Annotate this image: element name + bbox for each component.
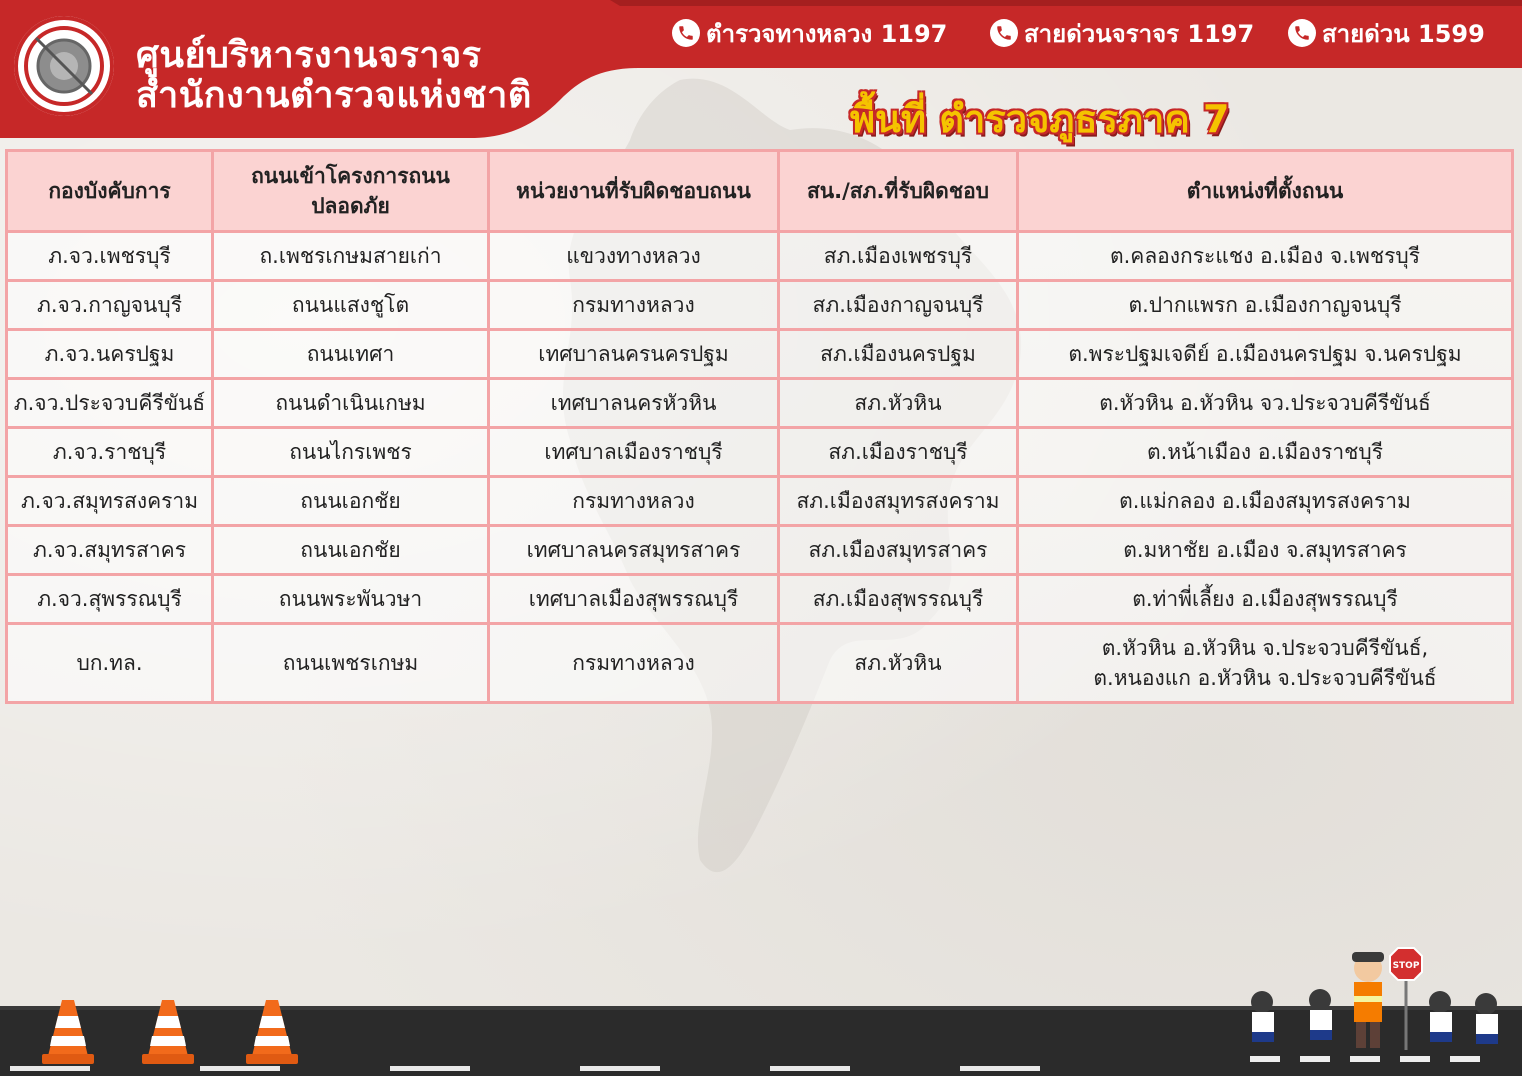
header-command: กองบังคับการ	[7, 151, 213, 232]
cell-location	[1018, 624, 1513, 703]
cell-road: ถ.เพชรเกษมสายเก่า	[213, 232, 489, 281]
cell-location: ต.หน้าเมือง อ.เมืองราชบุรี	[1018, 428, 1513, 477]
header-police-station: สน./สภ.ที่รับผิดชอบ	[779, 151, 1018, 232]
cell-road: ถนนดำเนินเกษม	[213, 379, 489, 428]
page-header	[0, 0, 1522, 140]
table-row	[7, 526, 1513, 575]
table-row	[7, 281, 1513, 330]
cell-station: สภ.เมืองสุพรรณบุรี	[779, 575, 1018, 624]
cell-road: ถนนไกรเพชร	[213, 428, 489, 477]
cell-agency: เทศบาลเมืองสุพรรณบุรี	[489, 575, 779, 624]
cell-location: ต.แม่กลอง อ.เมืองสมุทรสงคราม	[1018, 477, 1513, 526]
header-responsible-agency: หน่วยงานที่รับผิดชอบถนน	[489, 151, 779, 232]
cell-agency: เทศบาลนครนครปฐม	[489, 330, 779, 379]
cell-command: ภ.จว.สมุทรสงคราม	[7, 477, 213, 526]
cell-road: ถนนเทศา	[213, 330, 489, 379]
cell-agency: แขวงทางหลวง	[489, 232, 779, 281]
table-row	[7, 330, 1513, 379]
cell-location: ต.ท่าพี่เลี้ยง อ.เมืองสุพรรณบุรี	[1018, 575, 1513, 624]
cell-location: ต.คลองกระแชง อ.เมือง จ.เพชรบุรี	[1018, 232, 1513, 281]
hotline-highway-police	[672, 16, 947, 50]
table-row	[7, 232, 1513, 281]
cell-location: ต.ปากแพรก อ.เมืองกาญจนบุรี	[1018, 281, 1513, 330]
cell-command: ภ.จว.ราชบุรี	[7, 428, 213, 477]
cell-agency: กรมทางหลวง	[489, 624, 779, 703]
cell-command: ภ.จว.สมุทรสาคร	[7, 526, 213, 575]
traffic-cone-icon	[244, 998, 300, 1066]
table-row	[7, 379, 1513, 428]
road-lane-marking	[390, 1066, 470, 1071]
table-row	[7, 428, 1513, 477]
cell-station: สภ.เมืองนครปฐม	[779, 330, 1018, 379]
hotline-label: ตำรวจทางหลวง 1197	[706, 19, 948, 48]
hotline-label: สายด่วนจราจร 1197	[1024, 19, 1255, 48]
cell-road: ถนนเอกชัย	[213, 477, 489, 526]
stop-sign-icon	[1390, 948, 1422, 980]
cell-station: สภ.เมืองสมุทรสาคร	[779, 526, 1018, 575]
header-title-line2: สำนักงานตำรวจแห่งชาติ	[136, 75, 532, 116]
safe-road-table-container	[5, 149, 1511, 704]
cell-location: ต.หัวหิน อ.หัวหิน จว.ประจวบคีรีขันธ์	[1018, 379, 1513, 428]
cell-station: สภ.เมืองสมุทรสงคราม	[779, 477, 1018, 526]
phone-icon	[672, 19, 700, 47]
cell-road: ถนนเพชรเกษม	[213, 624, 489, 703]
crossing-guard-illustration	[1240, 940, 1510, 1076]
cell-command: ภ.จว.นครปฐม	[7, 330, 213, 379]
road-lane-marking	[200, 1066, 280, 1071]
cell-road: ถนนพระพันวษา	[213, 575, 489, 624]
hotline-label: สายด่วน 1599	[1322, 19, 1485, 48]
header-road-location: ตำแหน่งที่ตั้งถนน	[1018, 151, 1513, 232]
cell-command: ภ.จว.เพชรบุรี	[7, 232, 213, 281]
cell-agency: กรมทางหลวง	[489, 477, 779, 526]
road-lane-marking	[770, 1066, 850, 1071]
traffic-cone-icon	[40, 998, 96, 1066]
header-road: ถนนเข้าโครงการถนน ปลอดภัย	[213, 151, 489, 232]
safe-road-table	[5, 149, 1514, 704]
location-line-1: ต.หัวหิน อ.หัวหิน จ.ประจวบคีรีขันธ์,	[1101, 636, 1429, 660]
cell-station: สภ.หัวหิน	[779, 379, 1018, 428]
hotline-traffic	[990, 16, 1254, 50]
cell-command: ภ.จว.สุพรรณบุรี	[7, 575, 213, 624]
cell-agency: เทศบาลนครสมุทรสาคร	[489, 526, 779, 575]
cell-command: บก.ทล.	[7, 624, 213, 703]
location-line-2: ต.หนองแก อ.หัวหิน จ.ประจวบคีรีขันธ์	[1093, 666, 1437, 690]
cell-location: ต.มหาชัย อ.เมือง จ.สมุทรสาคร	[1018, 526, 1513, 575]
cell-road: ถนนเอกชัย	[213, 526, 489, 575]
stop-sign-label: STOP	[1392, 961, 1420, 971]
phone-icon	[990, 19, 1018, 47]
cell-agency: เทศบาลนครหัวหิน	[489, 379, 779, 428]
road-lane-marking	[960, 1066, 1040, 1071]
cell-command: ภ.จว.กาญจนบุรี	[7, 281, 213, 330]
header-title-line1: ศูนย์บริหารงานจราจร	[136, 35, 482, 76]
cell-location: ต.พระปฐมเจดีย์ อ.เมืองนครปฐม จ.นครปฐม	[1018, 330, 1513, 379]
police-seal-icon	[14, 16, 114, 116]
cell-agency: กรมทางหลวง	[489, 281, 779, 330]
cell-station: สภ.เมืองกาญจนบุรี	[779, 281, 1018, 330]
cell-command: ภ.จว.ประจวบคีรีขันธ์	[7, 379, 213, 428]
road-lane-marking	[10, 1066, 90, 1071]
cell-station: สภ.เมืองราชบุรี	[779, 428, 1018, 477]
region-title: พื้นที่ ตำรวจภูธรภาค 7	[850, 97, 1230, 141]
cell-station: สภ.หัวหิน	[779, 624, 1018, 703]
traffic-cone-icon	[140, 998, 196, 1066]
cell-road: ถนนแสงชูโต	[213, 281, 489, 330]
phone-icon	[1288, 19, 1316, 47]
road-lane-marking	[580, 1066, 660, 1071]
cell-agency: เทศบาลเมืองราชบุรี	[489, 428, 779, 477]
table-row	[7, 477, 1513, 526]
table-row	[7, 575, 1513, 624]
hotline-1599	[1288, 16, 1485, 50]
table-row	[7, 624, 1513, 703]
cell-station: สภ.เมืองเพชรบุรี	[779, 232, 1018, 281]
table-header-row	[7, 151, 1513, 232]
